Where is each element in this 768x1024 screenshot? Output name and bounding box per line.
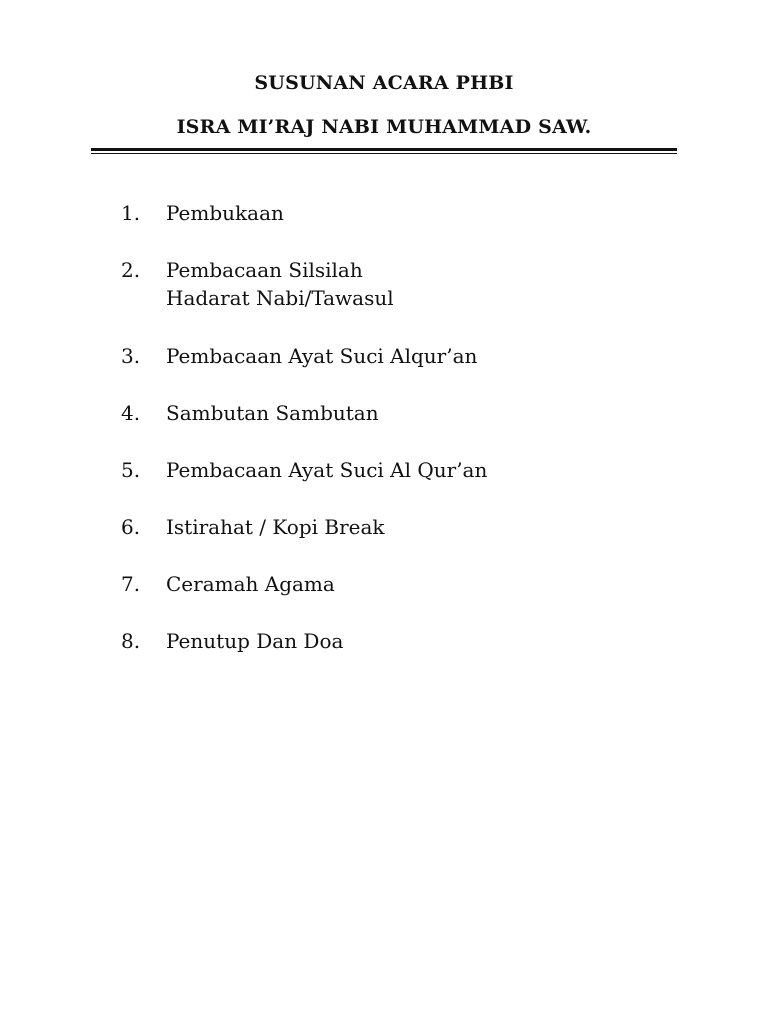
agenda-item-label: Pembukaan bbox=[166, 201, 284, 225]
agenda-item-number: 4. bbox=[121, 401, 141, 425]
agenda-item-label: Pembacaan Ayat Suci Al Qur’an bbox=[166, 458, 488, 482]
agenda-item-label: Penutup Dan Doa bbox=[166, 629, 344, 653]
document-title: SUSUNAN ACARA PHBI bbox=[254, 72, 514, 94]
agenda-item-label: Pembacaan Silsilah Hadarat Nabi/Tawasul bbox=[166, 258, 394, 310]
title-divider-thick bbox=[91, 148, 677, 151]
agenda-item-label: Istirahat / Kopi Break bbox=[166, 515, 385, 539]
agenda-item-number: 3. bbox=[121, 344, 141, 368]
agenda-item-label: Ceramah Agama bbox=[166, 572, 335, 596]
title-divider-thin bbox=[91, 153, 677, 154]
agenda-item-number: 7. bbox=[121, 572, 141, 596]
agenda-item-label: Sambutan Sambutan bbox=[166, 401, 379, 425]
agenda-item-number: 1. bbox=[121, 201, 141, 225]
agenda-item-number: 2. bbox=[121, 258, 141, 282]
agenda-item-label: Pembacaan Ayat Suci Alqur’an bbox=[166, 344, 478, 368]
document-subtitle: ISRA MI’RAJ NABI MUHAMMAD SAW. bbox=[176, 116, 592, 138]
agenda-item-number: 6. bbox=[121, 515, 141, 539]
agenda-item-number: 5. bbox=[121, 458, 141, 482]
agenda-item-number: 8. bbox=[121, 629, 141, 653]
